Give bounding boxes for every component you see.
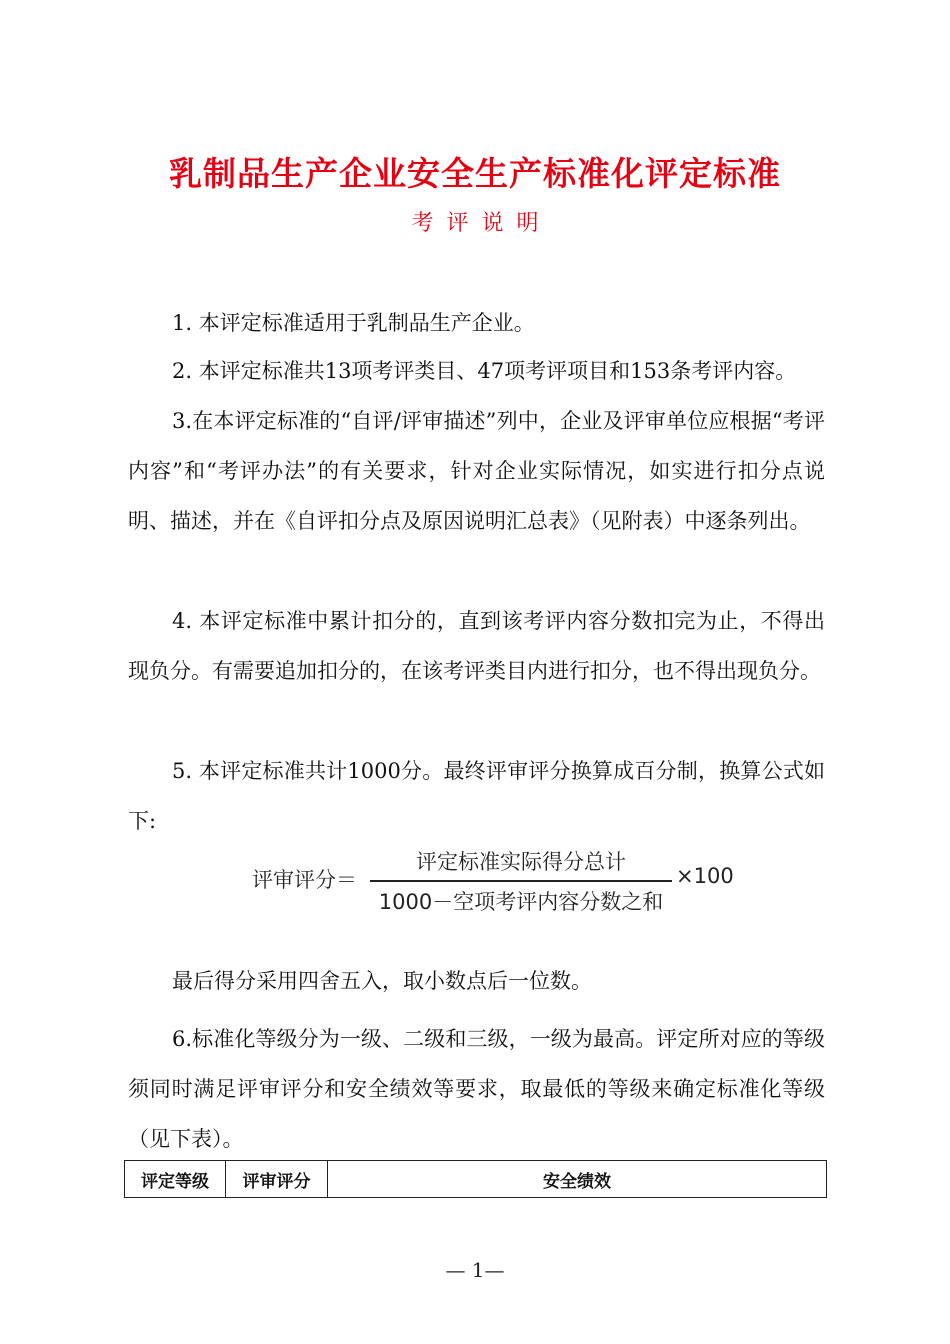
formula-rhs: ×100	[676, 864, 734, 888]
grade-table	[124, 1160, 827, 1198]
formula-numerator: 评定标准实际得分总计	[416, 850, 626, 874]
paragraph-4: 4. 本评定标准中累计扣分的，直到该考评内容分数扣完为止，不得出现负分。有需要追加扣分的，在该考评类目内进行扣分，也不得出现负分。	[128, 609, 825, 683]
paragraph-3: 3.在本评定标准的“自评/评审描述”列中，企业及评审单位应根据“考评内容”和“考评办法”的有关要求，针对企业实际情况，如实进行扣分点说明、描述，并在《自评扣分点及原因说明汇总表》（见附表）中逐条列出。	[128, 409, 825, 533]
rounding-note: 最后得分采用四舍五入，取小数点后一位数。	[172, 969, 592, 993]
header-grade-level: 评定等级	[125, 1161, 226, 1198]
paragraph-6: 6.标准化等级分为一级、二级和三级，一级为最高。评定所对应的等级须同时满足评审评分和安全绩效等要求，取最低的等级来确定标准化等级（见下表）。	[128, 1027, 825, 1151]
formula-fraction-bar	[370, 880, 672, 882]
formula-lhs: 评审评分＝	[252, 868, 357, 892]
paragraph-5: 5. 本评定标准共计1000分。最终评审评分换算成百分制，换算公式如下:	[128, 759, 825, 833]
document-title: 乳制品生产企业安全生产标准化评定标准	[169, 154, 781, 193]
formula-denominator: 1000－空项考评内容分数之和	[378, 890, 664, 914]
paragraph-1: 1. 本评定标准适用于乳制品生产企业。	[172, 311, 535, 335]
page-number: — 1—	[445, 1258, 505, 1282]
table-header-row	[125, 1161, 827, 1198]
paragraph-2: 2. 本评定标准共13项考评类目、47项考评项目和153条考评内容。	[172, 359, 797, 383]
header-safety-performance: 安全绩效	[328, 1161, 827, 1198]
score-formula	[252, 840, 752, 920]
header-review-score: 评审评分	[226, 1161, 328, 1198]
document-subtitle: 考评说明	[411, 211, 552, 236]
